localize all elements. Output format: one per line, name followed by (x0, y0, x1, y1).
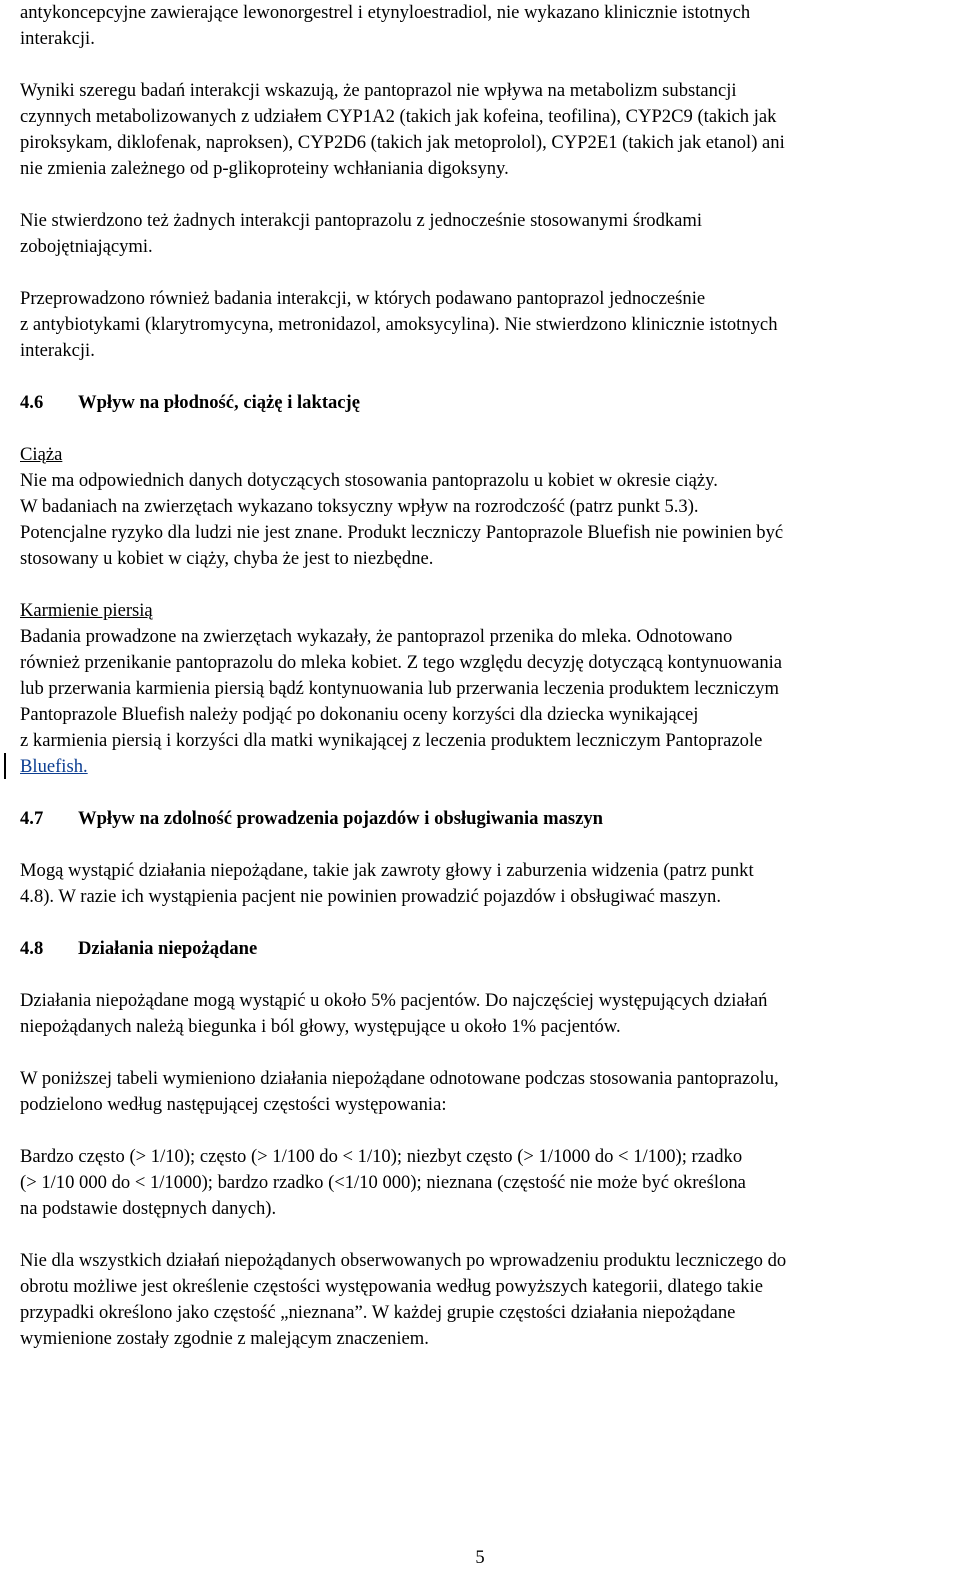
paragraph-contraceptive-interactions (20, 0, 950, 52)
text-line: niepożądanych należą biegunka i ból głowy, występujące u około 1% pacjentów. (20, 1016, 621, 1037)
text-line: interakcji. (20, 340, 95, 361)
text-line: wymienione zostały zgodnie z malejącym znaczeniem. (20, 1328, 429, 1349)
paragraph-breastfeeding (20, 624, 950, 780)
text-line: czynnych metabolizowanych z udziałem CYP1A2 (takich jak kofeina, teofilina), CYP2C9 (takich jak (20, 106, 777, 127)
text-line: interakcji. (20, 28, 95, 49)
text-line: Nie ma odpowiednich danych dotyczących stosowania pantoprazolu u kobiet w okresie ciąży. (20, 470, 718, 491)
paragraph-antacid-interactions (20, 208, 950, 260)
text-line: antykoncepcyjne zawierające lewonorgestrel i etynyloestradiol, nie wykazano klinicznie istotnych (20, 2, 751, 23)
text-line: Wyniki szeregu badań interakcji wskazują, że pantoprazol nie wpływa na metabolizm substancji (20, 80, 737, 101)
section-heading-4-6 (20, 390, 950, 416)
text-line: Potencjalne ryzyko dla ludzi nie jest znane. Produkt leczniczy Pantoprazole Bluefish nie powinien być (20, 522, 784, 543)
paragraph-frequency-categories (20, 1144, 950, 1222)
section-title: Działania niepożądane (78, 938, 258, 959)
section-title: Wpływ na zdolność prowadzenia pojazdów i obsługiwania maszyn (78, 808, 604, 829)
section-number: 4.7 (20, 808, 44, 829)
section-number: 4.8 (20, 938, 44, 959)
text-line: (> 1/10 000 do < 1/1000); bardzo rzadko (<1/10 000); nieznana (częstość nie może być określona (20, 1172, 746, 1193)
paragraph-antibiotic-interactions (20, 286, 950, 364)
text-line: W poniższej tabeli wymieniono działania niepożądane odnotowane podczas stosowania pantoprazolu, (20, 1068, 779, 1089)
text-line: podzielono według następującej częstości występowania: (20, 1094, 447, 1115)
page-number: 5 (475, 1547, 485, 1568)
text-line: Nie dla wszystkich działań niepożądanych obserwowanych po wprowadzeniu produktu leczniczego do (20, 1250, 787, 1271)
text-line: obrotu możliwe jest określenie częstości występowania według powyższych kategorii, dlatego takie (20, 1276, 764, 1297)
text-line: W badaniach na zwierzętach wykazano toksyczny wpływ na rozrodczość (patrz punkt 5.3). (20, 496, 699, 517)
subheading-breastfeeding: Karmienie piersią (20, 600, 153, 621)
text-line: przypadki określono jako częstość „nieznana”. W każdej grupie częstości działania niepożądane (20, 1302, 736, 1323)
paragraph-unknown-frequency (20, 1248, 950, 1352)
paragraph-driving (20, 858, 950, 910)
text-line: 4.8). W razie ich wystąpienia pacjent nie powinien prowadzić pojazdów i obsługiwać maszyn. (20, 886, 722, 907)
paragraph-adverse-event-rate (20, 988, 950, 1040)
text-line: Pantoprazole Bluefish należy podjąć po dokonaniu oceny korzyści dla dziecka wynikającej (20, 704, 699, 725)
text-line: stosowany u kobiet w ciąży, chyba że jest to niezbędne. (20, 548, 434, 569)
text-line: Nie stwierdzono też żadnych interakcji pantoprazolu z jednocześnie stosowanymi środkami (20, 210, 703, 231)
text-line: z karmienia piersią i korzyści dla matki wynikającej z leczenia produktem leczniczym Pantoprazole (20, 730, 763, 751)
section-title: Wpływ na płodność, ciążę i laktację (78, 392, 361, 413)
paragraph-table-intro (20, 1066, 950, 1118)
document-page (20, 0, 950, 1352)
section-heading-4-7 (20, 806, 950, 832)
text-line: z antybiotykami (klarytromycyna, metronidazol, amoksycylina). Nie stwierdzono klinicznie istotnych (20, 314, 778, 335)
text-line: Przeprowadzono również badania interakcji, w których podawano pantoprazol jednocześnie (20, 288, 706, 309)
text-line: Działania niepożądane mogą wystąpić u około 5% pacjentów. Do najczęściej występujących działań (20, 990, 768, 1011)
bluefish-link[interactable]: Bluefish. (20, 756, 88, 777)
text-line: nie zmienia zależnego od p-glikoproteiny wchłaniania digoksyny. (20, 158, 509, 179)
text-line: Bardzo często (> 1/10); często (> 1/100 do < 1/10); niezbyt często (> 1/1000 do < 1/100); rzadko (20, 1146, 743, 1167)
section-heading-4-8 (20, 936, 950, 962)
text-line: Badania prowadzone na zwierzętach wykazały, że pantoprazol przenika do mleka. Odnotowano (20, 626, 733, 647)
text-line: Mogą wystąpić działania niepożądane, takie jak zawroty głowy i zaburzenia widzenia (patrz punkt (20, 860, 754, 881)
text-line: na podstawie dostępnych danych). (20, 1198, 277, 1219)
section-number: 4.6 (20, 392, 44, 413)
paragraph-pregnancy (20, 468, 950, 572)
subheading-pregnancy: Ciąża (20, 444, 63, 465)
paragraph-cyp-interactions (20, 78, 950, 182)
text-line: zobojętniającymi. (20, 236, 153, 257)
revision-change-bar (4, 753, 6, 779)
text-line: również przenikanie pantoprazolu do mleka kobiet. Z tego względu decyzję dotyczącą kontynuowania (20, 652, 783, 673)
text-line: piroksykam, diklofenak, naproksen), CYP2D6 (takich jak metoprolol), CYP2E1 (takich jak etanol) ani (20, 132, 785, 153)
text-line: lub przerwania karmienia piersią bądź kontynuowania lub przerwania leczenia produktem leczniczym (20, 678, 779, 699)
